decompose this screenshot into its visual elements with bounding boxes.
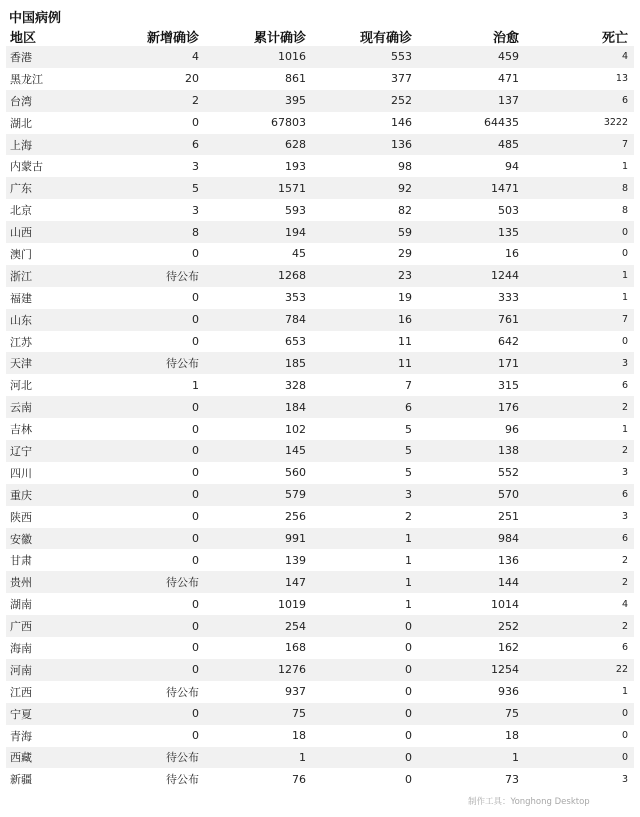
table-row	[6, 747, 634, 769]
table-row	[6, 46, 634, 68]
region-cell: 西藏	[10, 751, 32, 765]
total-confirmed-cell: 1571	[278, 181, 306, 195]
total-confirmed-cell: 1019	[278, 597, 306, 611]
new-confirmed-cell: 0	[192, 313, 199, 327]
region-cell: 江西	[10, 685, 32, 699]
deaths-cell: 0	[621, 751, 628, 763]
region-cell: 河南	[10, 663, 32, 677]
deaths-cell: 7	[621, 314, 628, 326]
cured-cell: 485	[498, 138, 519, 151]
region-cell: 黑龙江	[10, 72, 43, 86]
new-confirmed-cell: 3	[192, 203, 199, 217]
deaths-cell: 1	[621, 686, 628, 698]
new-confirmed-cell: 0	[192, 422, 199, 436]
total-confirmed-cell: 102	[285, 422, 306, 436]
region-cell: 甘肃	[10, 554, 32, 568]
region-cell: 贵州	[10, 576, 32, 590]
active-confirmed-cell: 7	[405, 378, 412, 392]
deaths-cell: 6	[621, 642, 628, 654]
deaths-cell: 6	[621, 379, 628, 391]
cured-cell: 252	[498, 619, 519, 633]
new-confirmed-cell: 0	[192, 466, 199, 480]
region-cell: 广西	[10, 620, 32, 634]
active-confirmed-cell: 5	[405, 466, 412, 480]
header-cured[interactable]: 治愈	[492, 30, 519, 46]
table-row	[6, 396, 634, 418]
active-confirmed-cell: 1	[405, 532, 412, 546]
total-confirmed-cell: 145	[285, 444, 306, 458]
new-confirmed-cell: 0	[192, 488, 199, 502]
deaths-cell: 0	[621, 248, 628, 260]
total-confirmed-cell: 1268	[278, 269, 306, 283]
cured-cell: 552	[498, 466, 519, 480]
cured-cell: 1254	[491, 663, 519, 677]
cured-cell: 135	[498, 225, 519, 239]
table-row	[6, 571, 634, 593]
deaths-cell: 8	[621, 182, 628, 194]
deaths-cell: 7	[621, 139, 628, 150]
deaths-cell: 2	[621, 620, 628, 632]
cured-cell: 94	[505, 159, 519, 173]
deaths-cell: 4	[621, 51, 628, 63]
new-confirmed-cell: 0	[192, 510, 199, 524]
total-confirmed-cell: 593	[285, 203, 306, 217]
cured-cell: 136	[498, 553, 519, 567]
total-confirmed-cell: 328	[285, 378, 306, 392]
total-confirmed-cell: 1016	[278, 50, 306, 64]
total-confirmed-cell: 185	[285, 356, 306, 370]
new-confirmed-cell: 待公布	[166, 751, 199, 765]
region-cell: 北京	[10, 204, 32, 218]
active-confirmed-cell: 5	[405, 422, 412, 436]
total-confirmed-cell: 139	[285, 553, 306, 567]
total-confirmed-cell: 256	[285, 510, 306, 524]
deaths-cell: 3	[621, 467, 628, 479]
region-cell: 辽宁	[10, 444, 32, 458]
new-confirmed-cell: 待公布	[166, 357, 199, 371]
table-row	[6, 506, 634, 528]
active-confirmed-cell: 0	[405, 663, 412, 677]
active-confirmed-cell: 0	[405, 619, 412, 633]
total-confirmed-cell: 560	[285, 466, 306, 480]
total-confirmed-cell: 76	[292, 772, 306, 786]
header-new-confirmed[interactable]: 新增确诊	[146, 30, 199, 46]
header-active-confirmed[interactable]: 现有确诊	[359, 30, 412, 46]
region-cell: 浙江	[10, 269, 32, 283]
deaths-cell: 4	[621, 598, 628, 610]
cured-cell: 503	[498, 203, 519, 217]
new-confirmed-cell: 0	[192, 291, 199, 305]
table-row	[6, 155, 634, 177]
total-confirmed-cell: 184	[285, 400, 306, 414]
region-cell: 河北	[10, 379, 32, 393]
total-confirmed-cell: 18	[292, 729, 306, 743]
deaths-cell: 6	[621, 489, 628, 501]
region-cell: 新疆	[10, 773, 32, 787]
cured-cell: 16	[505, 247, 519, 261]
total-confirmed-cell: 579	[285, 488, 306, 502]
region-cell: 广东	[10, 182, 32, 196]
cured-cell: 138	[498, 444, 519, 458]
new-confirmed-cell: 6	[192, 138, 199, 151]
deaths-cell: 3222	[603, 117, 628, 129]
active-confirmed-cell: 377	[391, 72, 412, 86]
deaths-cell: 0	[621, 226, 628, 238]
new-confirmed-cell: 待公布	[166, 269, 199, 283]
table-row	[6, 528, 634, 550]
table-row	[6, 374, 634, 396]
active-confirmed-cell: 2	[405, 510, 412, 524]
table-row	[6, 90, 634, 112]
total-confirmed-cell: 628	[285, 138, 306, 151]
total-confirmed-cell: 653	[285, 335, 306, 349]
cured-cell: 64435	[484, 116, 519, 130]
cured-cell: 1244	[491, 269, 519, 283]
region-cell: 江苏	[10, 335, 32, 349]
region-cell: 海南	[10, 641, 32, 655]
active-confirmed-cell: 1	[405, 597, 412, 611]
new-confirmed-cell: 1	[192, 378, 199, 392]
case-table	[6, 26, 634, 790]
table-row	[6, 659, 634, 681]
table-row	[6, 681, 634, 703]
deaths-cell: 1	[621, 270, 628, 282]
region-cell: 台湾	[10, 94, 32, 108]
new-confirmed-cell: 0	[192, 663, 199, 677]
new-confirmed-cell: 20	[185, 72, 199, 86]
table-row	[6, 484, 634, 506]
active-confirmed-cell: 146	[391, 116, 412, 130]
deaths-cell: 2	[621, 401, 628, 413]
total-confirmed-cell: 1276	[278, 663, 306, 677]
table-row	[6, 637, 634, 659]
region-cell: 山东	[10, 313, 32, 327]
region-cell: 吉林	[10, 423, 32, 437]
table-row	[6, 309, 634, 331]
active-confirmed-cell: 29	[398, 247, 412, 261]
new-confirmed-cell: 0	[192, 247, 199, 261]
region-cell: 安徽	[10, 532, 32, 546]
new-confirmed-cell: 8	[192, 225, 199, 239]
table-row	[6, 287, 634, 309]
cured-cell: 333	[498, 291, 519, 305]
active-confirmed-cell: 0	[405, 707, 412, 721]
region-cell: 澳门	[10, 247, 32, 261]
active-confirmed-cell: 92	[398, 181, 412, 195]
table-row	[6, 177, 634, 199]
new-confirmed-cell: 待公布	[166, 685, 199, 699]
new-confirmed-cell: 0	[192, 444, 199, 458]
deaths-cell: 3	[621, 773, 628, 785]
deaths-cell: 0	[621, 708, 628, 720]
table-header-row	[6, 26, 634, 46]
deaths-cell: 1	[621, 160, 628, 172]
deaths-cell: 6	[621, 533, 628, 545]
cured-cell: 18	[505, 729, 519, 743]
total-confirmed-cell: 395	[285, 94, 306, 108]
cured-cell: 176	[498, 400, 519, 414]
cured-cell: 73	[505, 772, 519, 786]
cured-cell: 570	[498, 488, 519, 502]
new-confirmed-cell: 0	[192, 400, 199, 414]
table-row	[6, 593, 634, 615]
table-row	[6, 352, 634, 374]
deaths-cell: 13	[615, 73, 628, 85]
table-row	[6, 768, 634, 790]
cured-cell: 315	[498, 378, 519, 392]
new-confirmed-cell: 0	[192, 707, 199, 721]
table-row	[6, 703, 634, 725]
cured-cell: 459	[498, 50, 519, 64]
active-confirmed-cell: 0	[405, 685, 412, 699]
active-confirmed-cell: 16	[398, 313, 412, 327]
active-confirmed-cell: 59	[398, 225, 412, 239]
deaths-cell: 0	[621, 730, 628, 742]
cured-cell: 75	[505, 707, 519, 721]
total-confirmed-cell: 67803	[271, 116, 306, 130]
deaths-cell: 3	[621, 357, 628, 369]
total-confirmed-cell: 861	[285, 72, 306, 86]
deaths-cell: 8	[621, 204, 628, 216]
new-confirmed-cell: 3	[192, 159, 199, 173]
deaths-cell: 2	[621, 576, 628, 588]
total-confirmed-cell: 168	[285, 641, 306, 655]
region-cell: 天津	[10, 357, 32, 371]
active-confirmed-cell: 11	[398, 356, 412, 370]
new-confirmed-cell: 0	[192, 597, 199, 611]
cured-cell: 1471	[491, 181, 519, 195]
footer-credit: 制作工具：Yonghong Desktop	[468, 797, 590, 807]
active-confirmed-cell: 0	[405, 641, 412, 655]
table-row	[6, 615, 634, 637]
active-confirmed-cell: 82	[398, 203, 412, 217]
region-cell: 宁夏	[10, 707, 32, 721]
deaths-cell: 1	[621, 292, 628, 304]
cured-cell: 144	[498, 575, 519, 589]
cured-cell: 936	[498, 685, 519, 699]
new-confirmed-cell: 0	[192, 553, 199, 567]
total-confirmed-cell: 194	[285, 225, 306, 239]
region-cell: 湖北	[10, 116, 32, 130]
region-cell: 湖南	[10, 598, 32, 612]
cured-cell: 251	[498, 510, 519, 524]
active-confirmed-cell: 23	[398, 269, 412, 283]
table-row	[6, 243, 634, 265]
header-region[interactable]: 地区	[10, 30, 37, 46]
deaths-cell: 22	[615, 664, 628, 676]
active-confirmed-cell: 98	[398, 159, 412, 173]
new-confirmed-cell: 2	[192, 94, 199, 108]
region-cell: 内蒙古	[10, 160, 43, 174]
table-row	[6, 440, 634, 462]
new-confirmed-cell: 5	[192, 181, 199, 195]
new-confirmed-cell: 0	[192, 116, 199, 130]
total-confirmed-cell: 353	[285, 291, 306, 305]
new-confirmed-cell: 0	[192, 335, 199, 349]
cured-cell: 984	[498, 532, 519, 546]
table-row	[6, 418, 634, 440]
new-confirmed-cell: 待公布	[166, 773, 199, 787]
deaths-cell: 2	[621, 554, 628, 566]
active-confirmed-cell: 0	[405, 729, 412, 743]
table-row	[6, 725, 634, 747]
total-confirmed-cell: 193	[285, 159, 306, 173]
deaths-cell: 2	[621, 445, 628, 457]
new-confirmed-cell: 0	[192, 532, 199, 546]
new-confirmed-cell: 0	[192, 641, 199, 655]
new-confirmed-cell: 0	[192, 619, 199, 633]
total-confirmed-cell: 991	[285, 532, 306, 546]
region-cell: 山西	[10, 226, 32, 240]
deaths-cell: 0	[621, 336, 628, 348]
cured-cell: 137	[498, 94, 519, 108]
table-row	[6, 265, 634, 287]
region-cell: 重庆	[10, 488, 32, 502]
active-confirmed-cell: 136	[391, 138, 412, 151]
region-cell: 香港	[10, 50, 32, 64]
new-confirmed-cell: 待公布	[166, 576, 199, 590]
total-confirmed-cell: 45	[292, 247, 306, 261]
total-confirmed-cell: 254	[285, 619, 306, 633]
active-confirmed-cell: 11	[398, 335, 412, 349]
new-confirmed-cell: 4	[192, 50, 199, 64]
total-confirmed-cell: 147	[285, 575, 306, 589]
active-confirmed-cell: 252	[391, 94, 412, 108]
active-confirmed-cell: 3	[405, 488, 412, 502]
table-row	[6, 331, 634, 353]
active-confirmed-cell: 6	[405, 400, 412, 414]
region-cell: 上海	[10, 138, 32, 152]
region-cell: 四川	[10, 466, 32, 480]
cured-cell: 761	[498, 313, 519, 327]
active-confirmed-cell: 1	[405, 553, 412, 567]
active-confirmed-cell: 0	[405, 750, 412, 764]
header-deaths[interactable]: 死亡	[601, 30, 628, 46]
region-cell: 青海	[10, 729, 32, 743]
cured-cell: 162	[498, 641, 519, 655]
active-confirmed-cell: 19	[398, 291, 412, 305]
total-confirmed-cell: 784	[285, 313, 306, 327]
cured-cell: 1	[512, 750, 519, 764]
total-confirmed-cell: 75	[292, 707, 306, 721]
deaths-cell: 3	[621, 511, 628, 523]
table-row	[6, 549, 634, 571]
new-confirmed-cell: 0	[192, 729, 199, 743]
region-cell: 陕西	[10, 510, 32, 524]
table-row	[6, 112, 634, 134]
deaths-cell: 6	[621, 95, 628, 107]
region-cell: 福建	[10, 291, 32, 305]
table-title: 中国病例	[9, 11, 62, 26]
active-confirmed-cell: 1	[405, 575, 412, 589]
table-body	[6, 46, 634, 790]
region-cell: 云南	[10, 401, 32, 415]
deaths-cell: 1	[621, 423, 628, 435]
cured-cell: 642	[498, 335, 519, 349]
active-confirmed-cell: 553	[391, 50, 412, 64]
table-row	[6, 462, 634, 484]
active-confirmed-cell: 5	[405, 444, 412, 458]
cured-cell: 171	[498, 356, 519, 370]
total-confirmed-cell: 937	[285, 685, 306, 699]
cured-cell: 1014	[491, 597, 519, 611]
header-total-confirmed[interactable]: 累计确诊	[253, 30, 306, 46]
table-row	[6, 134, 634, 156]
cured-cell: 471	[498, 72, 519, 86]
active-confirmed-cell: 0	[405, 772, 412, 786]
table-row	[6, 68, 634, 90]
table-row	[6, 199, 634, 221]
cured-cell: 96	[505, 422, 519, 436]
table-row	[6, 221, 634, 243]
total-confirmed-cell: 1	[299, 750, 306, 764]
